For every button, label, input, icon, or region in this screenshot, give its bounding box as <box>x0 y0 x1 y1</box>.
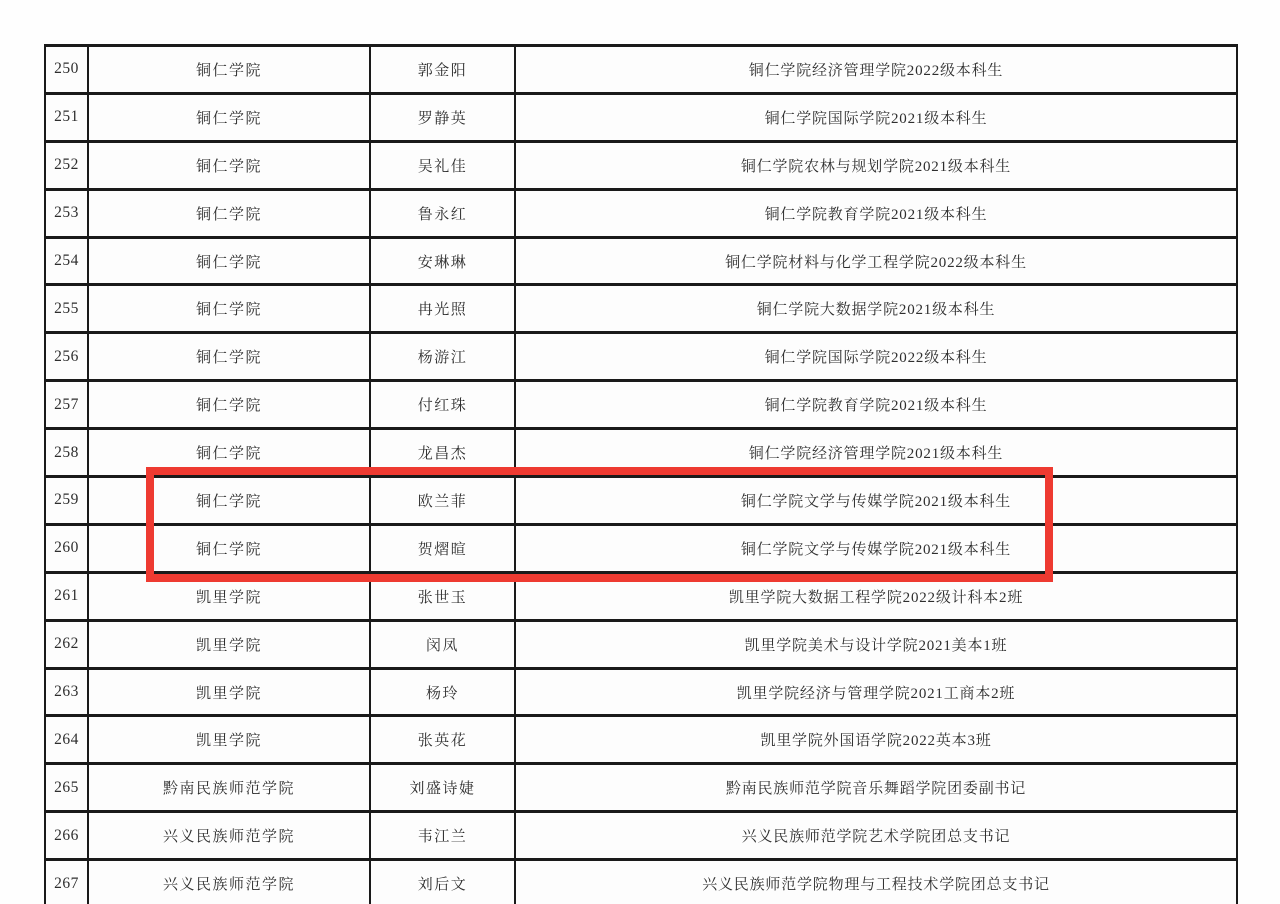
table-row <box>45 764 1237 812</box>
detail-cell: 铜仁学院教育学院2021级本科生 <box>515 381 1237 429</box>
college-cell: 铜仁学院 <box>88 46 370 94</box>
college-cell: 铜仁学院 <box>88 429 370 477</box>
college-cell: 铜仁学院 <box>88 381 370 429</box>
no-cell: 262 <box>45 620 88 668</box>
table-row <box>45 620 1237 668</box>
detail-cell: 铜仁学院文学与传媒学院2021级本科生 <box>515 524 1237 572</box>
no-cell: 260 <box>45 524 88 572</box>
name-cell: 贺熠暄 <box>370 524 515 572</box>
name-cell: 刘后文 <box>370 860 515 904</box>
college-cell: 兴义民族师范学院 <box>88 812 370 860</box>
name-cell: 杨游江 <box>370 333 515 381</box>
no-cell: 253 <box>45 189 88 237</box>
table-row <box>45 93 1237 141</box>
detail-cell: 铜仁学院教育学院2021级本科生 <box>515 189 1237 237</box>
college-cell: 铜仁学院 <box>88 333 370 381</box>
no-cell: 265 <box>45 764 88 812</box>
detail-cell: 铜仁学院大数据学院2021级本科生 <box>515 285 1237 333</box>
no-cell: 250 <box>45 46 88 94</box>
name-cell: 罗静英 <box>370 93 515 141</box>
table-row <box>45 429 1237 477</box>
student-roster-table <box>44 44 1238 904</box>
detail-cell: 铜仁学院经济管理学院2021级本科生 <box>515 429 1237 477</box>
name-cell: 鲁永红 <box>370 189 515 237</box>
detail-cell: 兴义民族师范学院物理与工程技术学院团总支书记 <box>515 860 1237 904</box>
table-row <box>45 333 1237 381</box>
detail-cell: 凯里学院大数据工程学院2022级计科本2班 <box>515 572 1237 620</box>
detail-cell: 铜仁学院农林与规划学院2021级本科生 <box>515 141 1237 189</box>
no-cell: 251 <box>45 93 88 141</box>
detail-cell: 凯里学院美术与设计学院2021美本1班 <box>515 620 1237 668</box>
no-cell: 267 <box>45 860 88 904</box>
college-cell: 铜仁学院 <box>88 237 370 285</box>
no-cell: 258 <box>45 429 88 477</box>
detail-cell: 铜仁学院经济管理学院2022级本科生 <box>515 46 1237 94</box>
detail-cell: 铜仁学院文学与传媒学院2021级本科生 <box>515 477 1237 525</box>
table-row-highlighted <box>45 524 1237 572</box>
table-row <box>45 237 1237 285</box>
college-cell: 凯里学院 <box>88 668 370 716</box>
no-cell: 263 <box>45 668 88 716</box>
detail-cell: 铜仁学院材料与化学工程学院2022级本科生 <box>515 237 1237 285</box>
detail-cell: 兴义民族师范学院艺术学院团总支书记 <box>515 812 1237 860</box>
detail-cell: 凯里学院经济与管理学院2021工商本2班 <box>515 668 1237 716</box>
no-cell: 256 <box>45 333 88 381</box>
table-row <box>45 668 1237 716</box>
no-cell: 259 <box>45 477 88 525</box>
name-cell: 冉光照 <box>370 285 515 333</box>
no-cell: 255 <box>45 285 88 333</box>
no-cell: 252 <box>45 141 88 189</box>
college-cell: 凯里学院 <box>88 572 370 620</box>
name-cell: 杨玲 <box>370 668 515 716</box>
name-cell: 龙昌杰 <box>370 429 515 477</box>
table-row <box>45 860 1237 904</box>
no-cell: 261 <box>45 572 88 620</box>
college-cell: 黔南民族师范学院 <box>88 764 370 812</box>
name-cell: 刘盛诗婕 <box>370 764 515 812</box>
table-row <box>45 189 1237 237</box>
name-cell: 闵凤 <box>370 620 515 668</box>
name-cell: 安琳琳 <box>370 237 515 285</box>
table-row <box>45 141 1237 189</box>
college-cell: 铜仁学院 <box>88 93 370 141</box>
college-cell: 铜仁学院 <box>88 477 370 525</box>
name-cell: 郭金阳 <box>370 46 515 94</box>
name-cell: 张英花 <box>370 716 515 764</box>
table-row <box>45 716 1237 764</box>
college-cell: 兴义民族师范学院 <box>88 860 370 904</box>
detail-cell: 黔南民族师范学院音乐舞蹈学院团委副书记 <box>515 764 1237 812</box>
name-cell: 欧兰菲 <box>370 477 515 525</box>
no-cell: 264 <box>45 716 88 764</box>
table-row <box>45 572 1237 620</box>
table-row <box>45 46 1237 94</box>
table-row-highlighted <box>45 477 1237 525</box>
table-body <box>45 46 1237 904</box>
no-cell: 257 <box>45 381 88 429</box>
detail-cell: 凯里学院外国语学院2022英本3班 <box>515 716 1237 764</box>
no-cell: 254 <box>45 237 88 285</box>
name-cell: 张世玉 <box>370 572 515 620</box>
name-cell: 付红珠 <box>370 381 515 429</box>
no-cell: 266 <box>45 812 88 860</box>
table-row <box>45 285 1237 333</box>
table-row <box>45 812 1237 860</box>
name-cell: 韦江兰 <box>370 812 515 860</box>
detail-cell: 铜仁学院国际学院2021级本科生 <box>515 93 1237 141</box>
college-cell: 铜仁学院 <box>88 285 370 333</box>
college-cell: 铜仁学院 <box>88 189 370 237</box>
college-cell: 凯里学院 <box>88 620 370 668</box>
detail-cell: 铜仁学院国际学院2022级本科生 <box>515 333 1237 381</box>
college-cell: 凯里学院 <box>88 716 370 764</box>
college-cell: 铜仁学院 <box>88 141 370 189</box>
name-cell: 吴礼佳 <box>370 141 515 189</box>
college-cell: 铜仁学院 <box>88 524 370 572</box>
table-row <box>45 381 1237 429</box>
